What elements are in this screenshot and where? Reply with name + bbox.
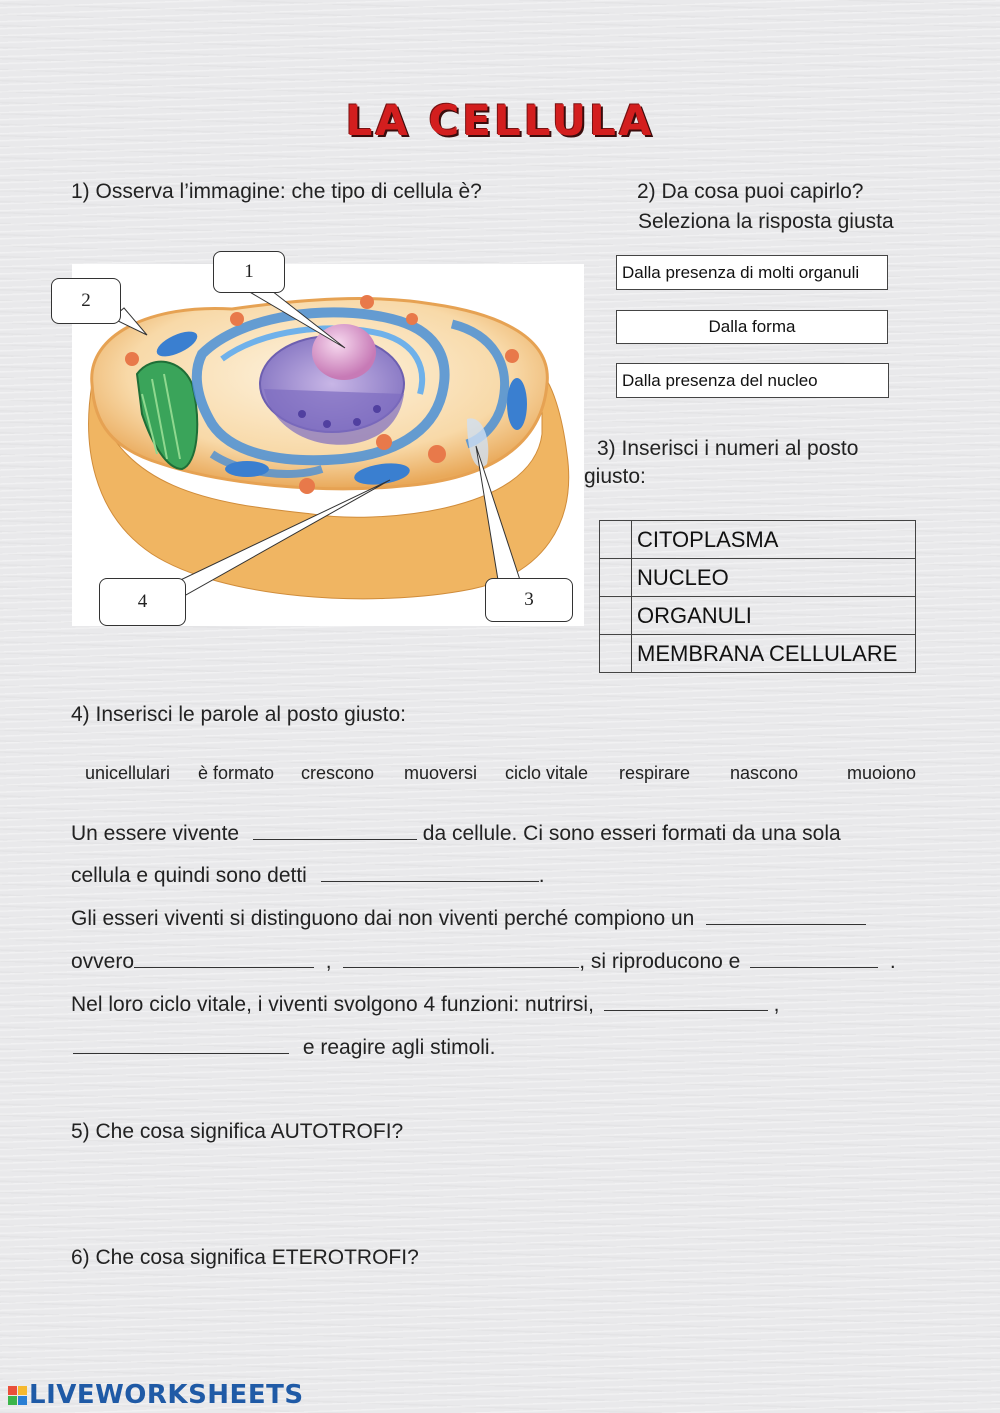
blank-field[interactable] xyxy=(253,821,417,840)
paragraph-line-4 xyxy=(71,949,896,974)
paragraph-line-6 xyxy=(73,1035,495,1060)
table-row xyxy=(600,635,916,673)
blank-field[interactable] xyxy=(321,863,539,882)
word-bank-item[interactable]: muoiono xyxy=(847,763,917,783)
text-segment: Nel loro ciclo vitale, i viventi svolgono 4 funzioni: nutrirsi, xyxy=(71,993,594,1016)
blank-field[interactable] xyxy=(750,949,878,968)
text-segment: , si riproducono e xyxy=(579,950,741,973)
question-6: 6) Che cosa significa ETEROTROFI? xyxy=(71,1246,419,1269)
logo-text: LIVEWORKSHEETS xyxy=(29,1380,304,1410)
question-3-line1: 3) Inserisci i numeri al posto xyxy=(597,437,859,460)
answer-option-nucleo[interactable]: Dalla presenza del nucleo xyxy=(616,363,889,398)
answer-option-organuli[interactable]: Dalla presenza di molti organuli xyxy=(616,255,888,290)
word-bank-item[interactable]: respirare xyxy=(619,763,691,783)
question-2-line1: 2) Da cosa puoi capirlo? xyxy=(637,180,864,203)
table-row xyxy=(600,521,916,559)
word-bank-item[interactable]: unicellulari xyxy=(85,763,171,783)
liveworksheets-logo xyxy=(8,1380,304,1410)
text-segment: . xyxy=(538,864,545,887)
table-label: CITOPLASMA xyxy=(632,521,916,559)
word-bank-item[interactable]: muoversi xyxy=(404,763,478,783)
table-label: NUCLEO xyxy=(632,559,916,597)
question-4: 4) Inserisci le parole al posto giusto: xyxy=(71,703,407,726)
logo-icon xyxy=(8,1386,27,1405)
word-bank-item[interactable]: è formato xyxy=(198,763,275,783)
question-1: 1) Osserva l’immagine: che tipo di cellula è? xyxy=(71,180,482,203)
blank-field[interactable] xyxy=(73,1035,289,1054)
callout-2: 2 xyxy=(51,278,121,324)
table-label: ORGANULI xyxy=(632,597,916,635)
callout-4: 4 xyxy=(99,578,186,626)
number-input-cell[interactable] xyxy=(600,635,632,673)
text-segment: e reagire agli stimoli. xyxy=(302,1036,496,1059)
numbers-table xyxy=(599,520,916,673)
text-segment: cellula e quindi sono detti xyxy=(71,864,307,887)
word-bank-item[interactable]: crescono xyxy=(301,763,375,783)
number-input-cell[interactable] xyxy=(600,521,632,559)
question-2-line2: Seleziona la risposta giusta xyxy=(638,210,894,233)
blank-field[interactable] xyxy=(604,992,768,1011)
text-segment: , xyxy=(767,993,780,1016)
text-segment: Un essere vivente xyxy=(71,822,240,845)
number-input-cell[interactable] xyxy=(600,559,632,597)
paragraph-line-1 xyxy=(71,821,841,846)
paragraph-line-2 xyxy=(71,863,545,888)
number-input-cell[interactable] xyxy=(600,597,632,635)
paragraph-line-5 xyxy=(71,992,779,1017)
text-segment: Gli esseri viventi si distinguono dai non viventi perché compiono un xyxy=(71,907,695,930)
answer-option-forma[interactable]: Dalla forma xyxy=(616,310,888,344)
text-segment: da cellule. Ci sono esseri formati da una sola xyxy=(422,822,841,845)
paragraph-line-3 xyxy=(71,906,866,931)
callout-3: 3 xyxy=(485,578,573,622)
text-segment: . xyxy=(884,950,896,973)
table-label: MEMBRANA CELLULARE xyxy=(632,635,916,673)
question-3-line2: giusto: xyxy=(584,465,646,488)
table-row xyxy=(600,559,916,597)
text-segment: , xyxy=(319,950,338,973)
callout-1: 1 xyxy=(213,251,285,293)
word-bank-item[interactable]: ciclo vitale xyxy=(505,763,589,783)
page-title: LA CELLULA xyxy=(345,96,655,145)
text-segment: ovvero xyxy=(71,950,135,973)
blank-field[interactable] xyxy=(343,949,579,968)
blank-field[interactable] xyxy=(706,906,866,925)
question-5: 5) Che cosa significa AUTOTROFI? xyxy=(71,1120,404,1143)
table-row xyxy=(600,597,916,635)
word-bank-item[interactable]: nascono xyxy=(730,763,799,783)
blank-field[interactable] xyxy=(134,949,314,968)
